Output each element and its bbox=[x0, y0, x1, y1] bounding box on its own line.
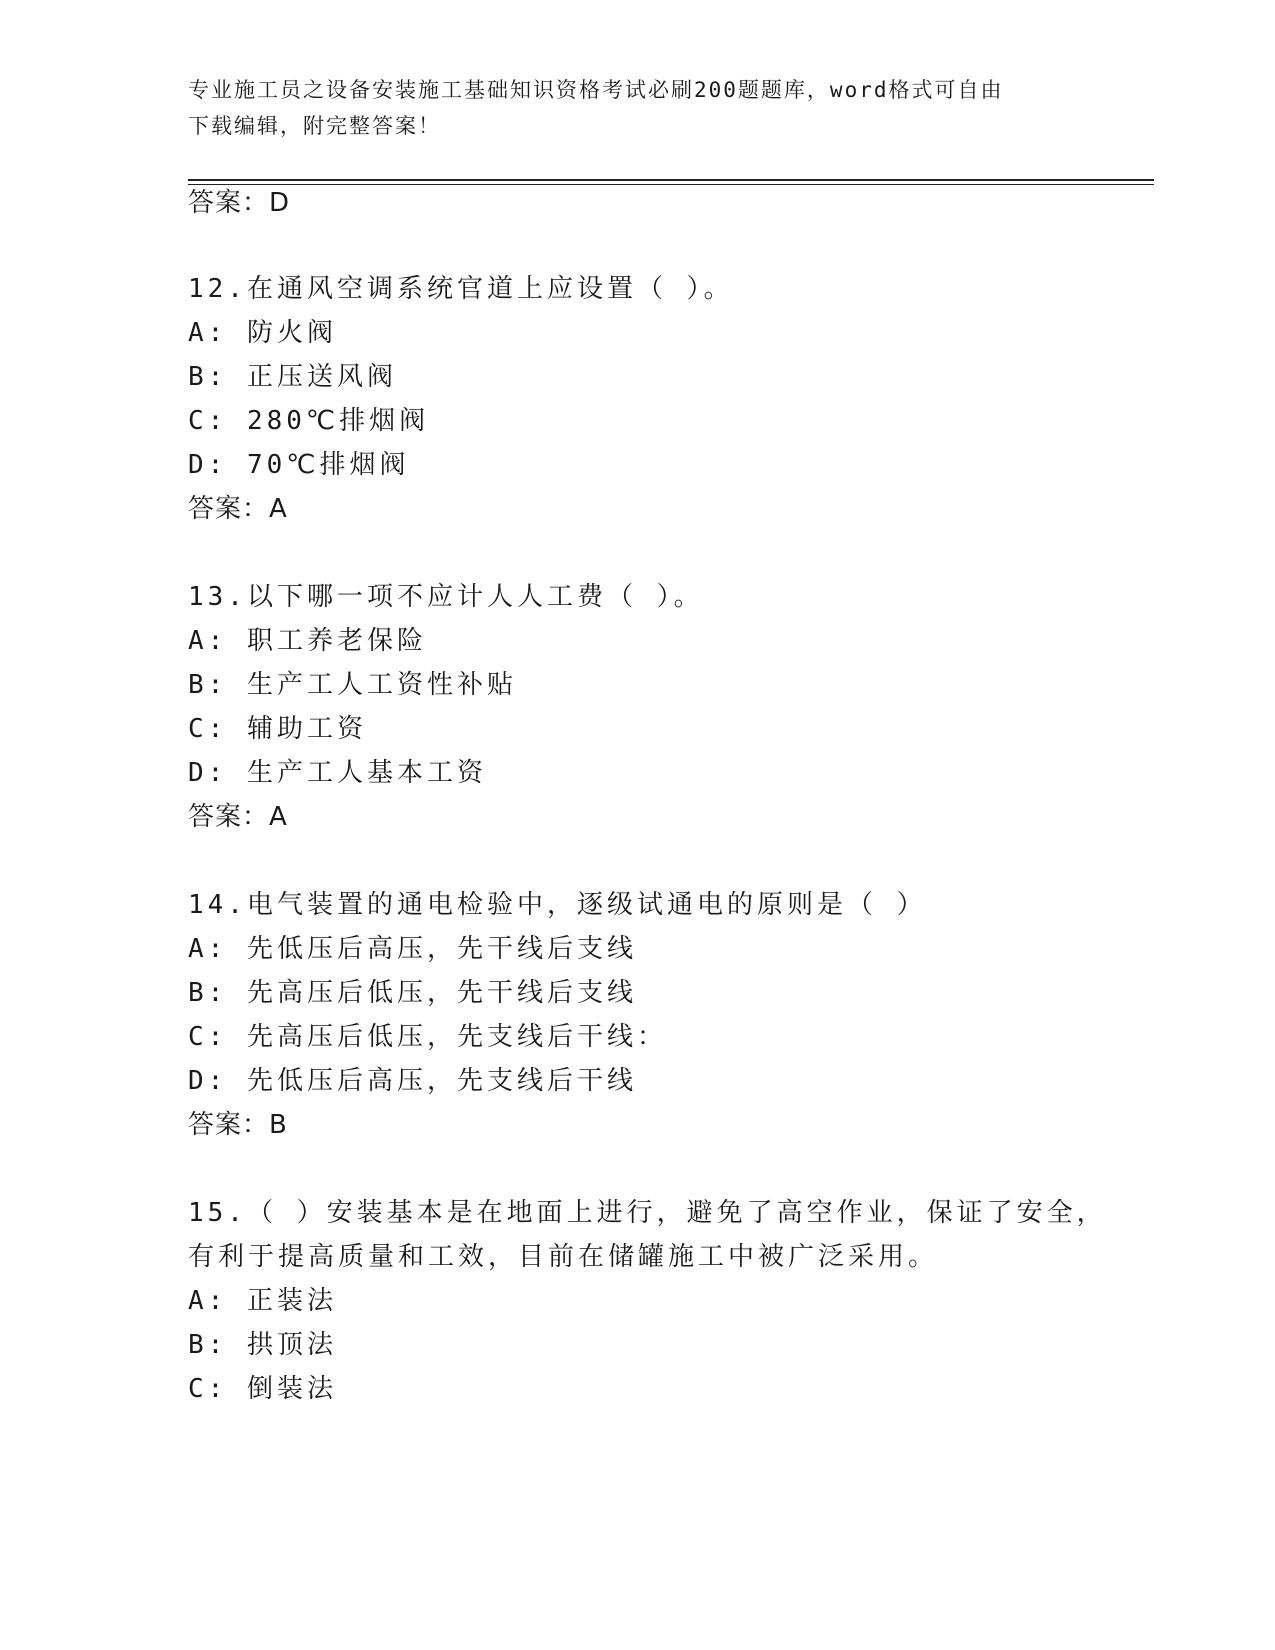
header-divider-thin bbox=[188, 184, 1154, 185]
question-15-option-a: A: 正装法 bbox=[188, 1286, 337, 1316]
question-12-option-c: C: 280℃排烟阀 bbox=[188, 406, 430, 436]
answer-prev: 答案：D bbox=[188, 188, 291, 218]
document-header bbox=[188, 72, 1088, 144]
question-13-stem: 13.以下哪一项不应计人人工费（ ）。 bbox=[188, 582, 704, 612]
question-15-option-b: B: 拱顶法 bbox=[188, 1330, 337, 1360]
question-15-stem-line-1: 15.（ ）安装基本是在地面上进行，避免了高空作业，保证了安全， bbox=[188, 1198, 1107, 1228]
question-14-option-b: B: 先高压后低压，先干线后支线 bbox=[188, 978, 637, 1008]
header-divider-thick bbox=[188, 179, 1154, 181]
question-12-option-a: A: 防火阀 bbox=[188, 318, 337, 348]
header-line-1: 专业施工员之设备安装施工基础知识资格考试必刷200题题库，word格式可自由 bbox=[188, 78, 1004, 102]
question-14-option-a: A: 先低压后高压，先干线后支线 bbox=[188, 934, 637, 964]
question-14-answer: 答案：B bbox=[188, 1110, 288, 1140]
header-line-2: 下载编辑，附完整答案！ bbox=[188, 114, 441, 138]
question-12-stem: 12.在通风空调系统官道上应设置（ ）。 bbox=[188, 274, 734, 304]
question-12-answer: 答案：A bbox=[188, 494, 288, 524]
question-15-option-c: C: 倒装法 bbox=[188, 1374, 337, 1404]
question-13-option-d: D: 生产工人基本工资 bbox=[188, 758, 487, 788]
question-12-option-b: B: 正压送风阀 bbox=[188, 362, 397, 392]
question-13-answer: 答案：A bbox=[188, 802, 288, 832]
question-14-stem: 14.电气装置的通电检验中，逐级试通电的原则是（ ） bbox=[188, 890, 927, 920]
question-13-option-b: B: 生产工人工资性补贴 bbox=[188, 670, 517, 700]
question-14-option-c: C: 先高压后低压，先支线后干线： bbox=[188, 1022, 667, 1052]
question-12-option-d: D: 70℃排烟阀 bbox=[188, 450, 410, 480]
question-14-option-d: D: 先低压后高压，先支线后干线 bbox=[188, 1066, 637, 1096]
question-15-stem-line-2: 有利于提高质量和工效，目前在储罐施工中被广泛采用。 bbox=[188, 1242, 939, 1272]
question-13-option-a: A: 职工养老保险 bbox=[188, 626, 427, 656]
question-13-option-c: C: 辅助工资 bbox=[188, 714, 367, 744]
